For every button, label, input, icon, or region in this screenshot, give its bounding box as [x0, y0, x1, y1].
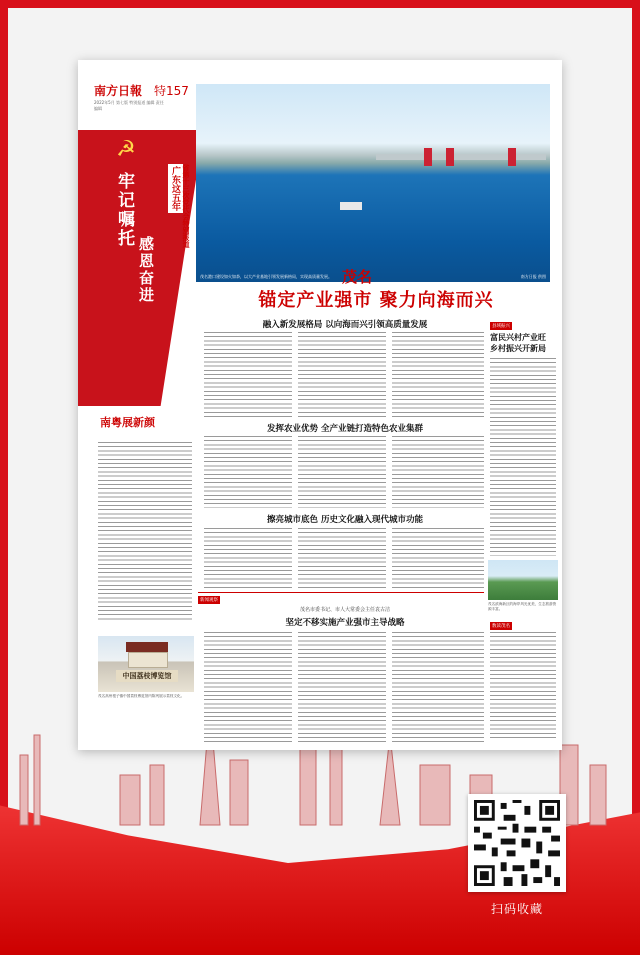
- photo-credit: 南方日报 供图: [520, 274, 546, 279]
- body-text-column: [298, 632, 386, 744]
- body-text-column: [392, 528, 484, 588]
- museum-photo: [98, 636, 194, 692]
- right-column-text: [490, 358, 556, 556]
- right-column-headline: 富民兴村产业旺 乡村振兴开新局: [490, 333, 546, 353]
- qr-code[interactable]: [468, 794, 566, 892]
- body-text-column: [298, 332, 386, 418]
- series-subtitle: 省第十三次党代会特别报道: [182, 164, 190, 248]
- subheading-2: 发挥农业优势 全产业链打造特色农业集群: [267, 424, 423, 434]
- dock-structure: [376, 154, 546, 160]
- body-text-column: [392, 332, 484, 418]
- issue-number: 特157: [154, 84, 189, 98]
- bottom-headline: 坚定不移实施产业强市主导战略: [285, 618, 405, 628]
- masthead-meta: 2022年5月 第七版 特别报道 编辑 责任编辑: [94, 100, 164, 111]
- newspaper-logo: 南方日報: [94, 84, 143, 98]
- party-emblem-icon: ☭: [116, 137, 136, 162]
- museum-roof: [126, 642, 168, 652]
- crane-icon: [508, 148, 516, 166]
- body-text-column: [204, 332, 292, 418]
- museum-plaque: 中国荔枝博览馆: [116, 670, 178, 682]
- qr-label: 扫码收藏: [490, 902, 543, 916]
- museum-photo-caption: 茂名高州根子镇中国荔枝博览馆内陈列展示荔枝文化。: [98, 694, 185, 698]
- body-text-column: [204, 528, 292, 588]
- photo-caption: 茂名港口建设如火如荼，以大产业基地引领发展新格局，实现高质量发展。: [200, 274, 332, 279]
- subheading-1: 融入新发展格局 以向海而兴引领高质量发展: [262, 320, 428, 330]
- subheading-3: 擦亮城市底色 历史文化融入现代城市功能: [267, 515, 423, 525]
- masthead: [78, 60, 196, 466]
- data-section-text: [490, 632, 556, 740]
- right-column-tag: 县域振兴: [492, 324, 510, 329]
- port-photo: [196, 84, 550, 282]
- newspaper-page: [78, 60, 562, 750]
- bottom-section-tag: 新闻观察: [200, 598, 218, 603]
- body-text-column: [204, 436, 292, 508]
- article-headline: 锚定产业强市 聚力向海而兴: [258, 290, 494, 311]
- ship-icon: [340, 202, 362, 210]
- crane-icon: [446, 148, 454, 166]
- right-photo-caption: 茂名滨海新区的海岸风光优美，生态旅游资源丰富。: [488, 602, 557, 611]
- series-box-label: 广东这五年: [168, 164, 183, 213]
- qr-code-icon: [474, 800, 560, 886]
- section-divider: [198, 592, 484, 593]
- body-text-column: [298, 528, 386, 588]
- data-section-tag: 数读茂名: [492, 624, 510, 629]
- body-text-column: [392, 436, 484, 508]
- section-label: 南粤展新颜: [100, 416, 155, 429]
- article-kicker: 茂名: [342, 268, 373, 286]
- body-text-column: [204, 632, 292, 744]
- crane-icon: [424, 148, 432, 166]
- body-text-column: [392, 632, 484, 744]
- side-title-line1: 牢记嘱托: [114, 172, 134, 248]
- body-text-column: [298, 436, 386, 508]
- side-title-line2: 感恩奋进: [137, 236, 155, 304]
- museum-building: [128, 652, 168, 668]
- left-intro-text: [98, 442, 192, 622]
- coastline-photo: [488, 560, 558, 600]
- bottom-kicker: 茂名市委书记、市人大常委会主任袁古洁: [299, 607, 390, 613]
